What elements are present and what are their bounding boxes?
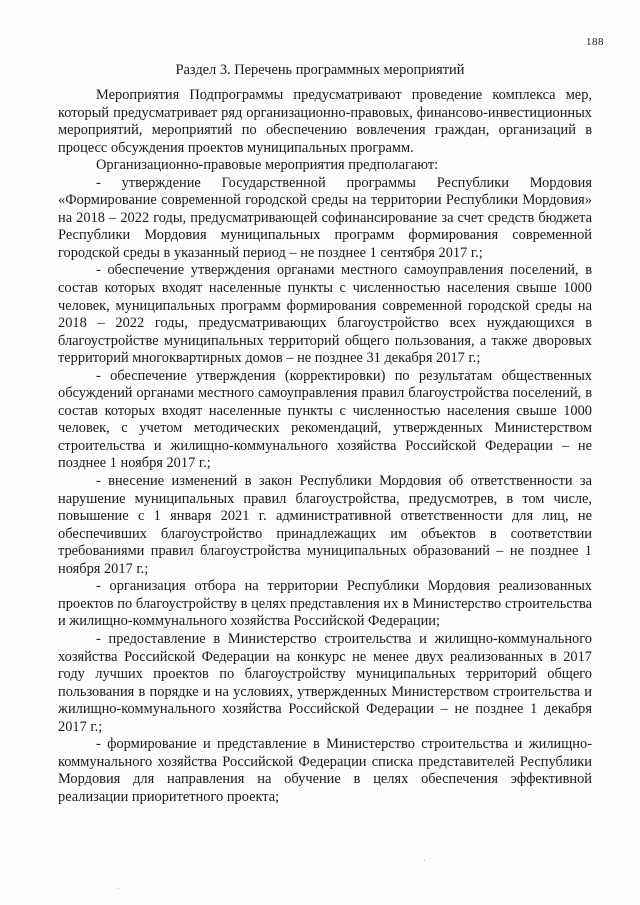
scan-speck xyxy=(424,860,425,861)
paragraph-intro: Мероприятия Подпрограммы предусматривают проведение комплекса мер, который предусматривает ряд организационно-правовых, финансово-инвестиционных мероприятий, мероприятий по обеспечению вовлечения граждан, организаций в процесс обсуждения проектов муниципальных программ. xyxy=(58,87,592,156)
paragraph-law-amendments: - внесение изменений в закон Республики Мордовия об ответственности за нарушение муниципальных правил благоустройства, предусмотрев, в том числе, повышение с 1 января 2021 г. административной ответственности для лиц, не обеспечивших благоустройство принадлежащих им объектов в соответствии требованиями правил благоустройства муниципальных образований – не позднее 1 ноября 2017 г.; xyxy=(58,473,592,577)
paragraph-contest-submission: - предоставление в Министерство строительства и жилищно-коммунального хозяйства Российской Федерации на конкурс не менее двух реализованных в 2017 году лучших проектов по благоустройству муниципальных территорий общего пользования в порядке и на условиях, утвержденных Министерством строительства и жилищно-коммунального хозяйства Российской Федерации – не позднее 1 декабря 2017 г.; xyxy=(58,630,592,735)
paragraph-project-selection: - организация отбора на территории Республики Мордовия реализованных проектов по благоустройству в целях представления их в Министерство строительства и жилищно-коммунального хозяйства Российской Федерации; xyxy=(58,578,592,630)
paragraph-legal-measures-lead: Организационно-правовые мероприятия предполагают: xyxy=(96,157,439,174)
paragraph-state-program-approval: - утверждение Государственной программы Республики Мордовия «Формирование современной городской среды на территории Республики Мордовия» на 2018 – 2022 годы, предусматривающей софинансирование за счет средств бюджета Республики Мордовия муниципальных программ формирования современной городской среды в указанный период – не позднее 1 сентября 2017 г.; xyxy=(58,174,592,261)
section-title: Раздел 3. Перечень программных мероприятий xyxy=(175,62,465,78)
document-body xyxy=(58,87,592,806)
paragraph-municipal-programs-approval: - обеспечение утверждения органами местного самоуправления поселений, в состав которых входят населенные пункты с численностью населения свыше 1000 человек, муниципальных программ формирования современной городской среды на 2018 – 2022 годы, предусматривающих благоустройство всех нуждающихся в благоустройстве муниципальных территорий общего пользования, а также дворовых территорий многоквартирных домов – не позднее 31 декабря 2017 г.; xyxy=(58,262,592,367)
page-number: 188 xyxy=(586,36,604,48)
paragraph-improvement-rules-approval: - обеспечение утверждения (корректировки) по результатам общественных обсуждений органами местного самоуправления правил благоустройства поселений, в состав которых входят населенные пункты с численностью населения свыше 1000 человек, с учетом методических рекомендаций, утвержденных Министерством строительства и жилищно-коммунального хозяйства Российской Федерации – не позднее 1 ноября 2017 г.; xyxy=(58,367,592,472)
paragraph-training-list: - формирование и представление в Министерство строительства и жилищно-коммунального хозяйства Российской Федерации списка представителей Республики Мордовия для направления на обучение в целях обеспечения эффективной реализации приоритетного проекта; xyxy=(58,736,592,805)
scan-speck xyxy=(118,888,119,889)
